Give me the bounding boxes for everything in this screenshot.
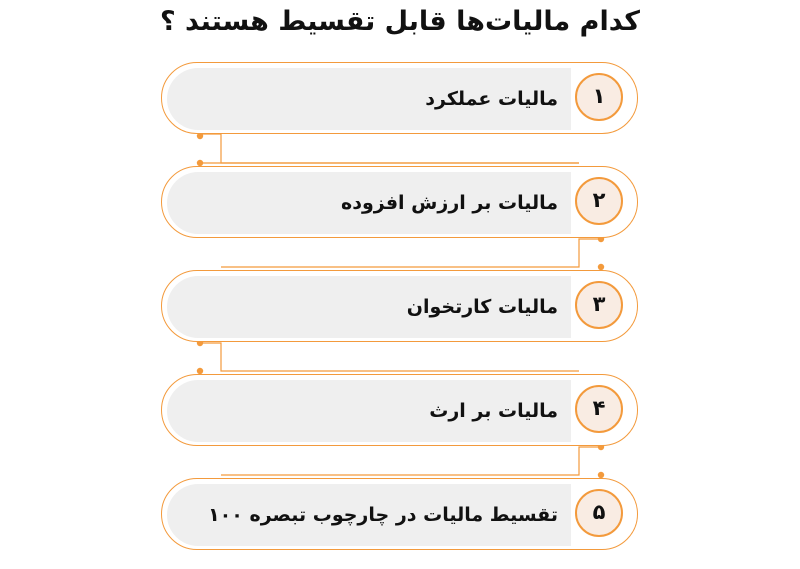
connector-1-2 — [197, 133, 579, 166]
page-title: کدام مالیات‌ها قابل تقسیط هستند ؟ — [159, 6, 640, 37]
list-item — [161, 166, 638, 238]
list-item — [161, 374, 638, 446]
list-item — [161, 62, 638, 134]
connector-2-3 — [221, 236, 604, 270]
item-number-badge: ۱ — [575, 73, 623, 121]
item-label: مالیات بر ارزش افزوده — [341, 192, 558, 214]
item-number-badge: ۳ — [575, 281, 623, 329]
item-number-badge: ۲ — [575, 177, 623, 225]
list-item — [161, 478, 638, 550]
item-label: مالیات کارتخوان — [406, 296, 558, 318]
item-number-badge: ۴ — [575, 385, 623, 433]
connector-4-5 — [221, 444, 604, 478]
item-label: تقسیط مالیات در چارچوب تبصره ۱۰۰ — [208, 504, 558, 526]
item-label: مالیات عملکرد — [425, 88, 558, 110]
connector-3-4 — [197, 340, 579, 374]
list-item — [161, 270, 638, 342]
item-number-badge: ۵ — [575, 489, 623, 537]
item-label: مالیات بر ارث — [429, 400, 558, 422]
